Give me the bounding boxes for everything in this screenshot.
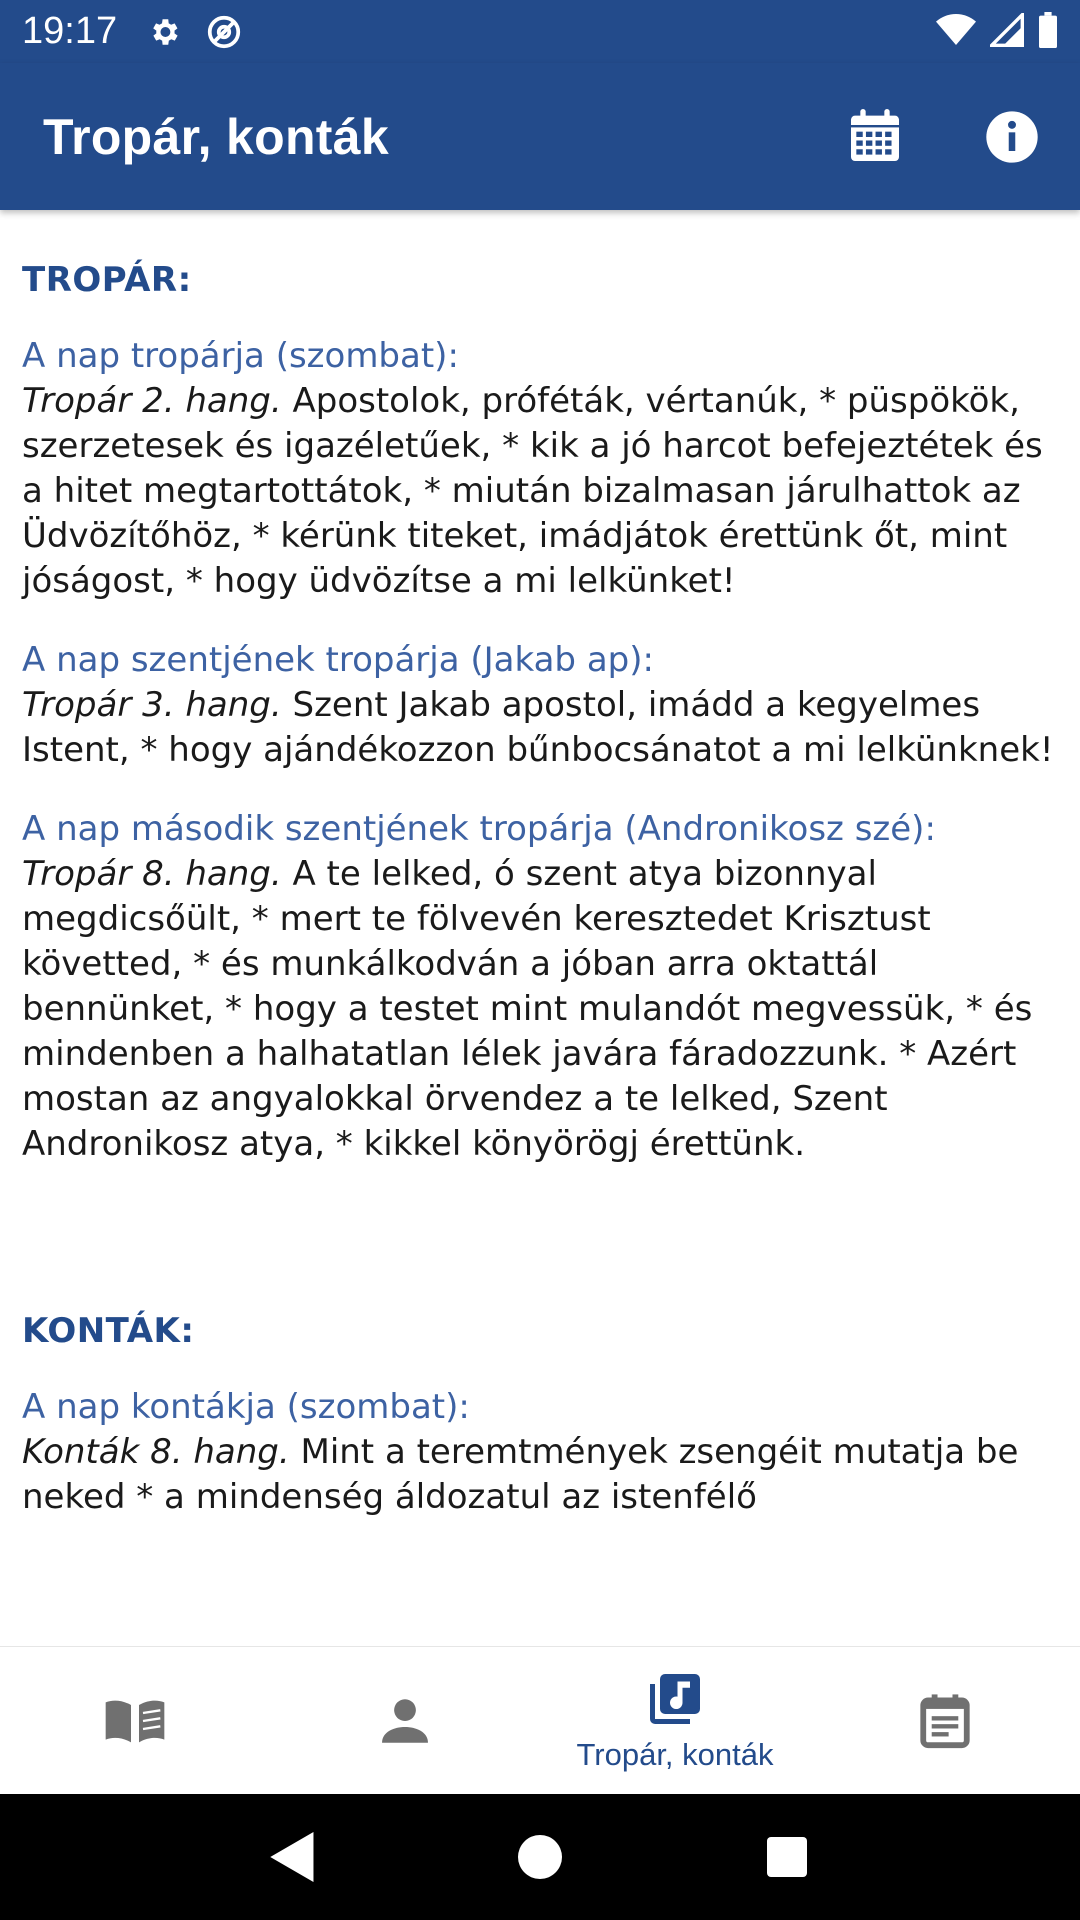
calendar-note-icon [916,1692,974,1750]
block-title: A nap szentjének tropárja (Jakab ap): [22,640,654,680]
calendar-icon [843,105,907,169]
block-body: Apostolok, próféták, vértanúk, * püspökök, szerzetesek és igazéletűek, * kik a jó harcot befejeztétek és a hitet megtartottátok, * miután bizalmasan járulhattok az Üdvözítőhöz, * kérünk titeket, imádjátok érettünk őt, mint jóságost, * hogy üdvözítse a mi lelkünket! [22,381,1043,601]
block-title: A nap második szentjének tropárja (Andronikosz szé): [22,809,936,849]
home-icon [518,1835,562,1879]
tropar-heading: TROPÁR: [22,260,192,300]
info-icon [984,109,1040,165]
tropar-block [22,638,1058,773]
block-title: A nap kontákja (szombat): [22,1387,470,1427]
spacer [22,1201,1058,1311]
status-bar [0,0,1080,63]
block-text [22,1430,1058,1520]
kontak-block [22,1385,1058,1520]
home-button[interactable] [500,1817,580,1897]
block-body: Szent Jakab apostol, imádd a kegyelmes Istent, * hogy ajándékozzon bűnbocsánatot a mi lelkünknek! [22,685,1054,770]
system-navigation-bar [0,1794,1080,1920]
page-title: Tropár, konták [43,108,389,165]
block-body: Mint a teremtmények zsengéit mutatja be neked * a mindenség áldozatul az istenfélő [22,1432,1019,1517]
tropar-block [22,807,1058,1167]
nav-item-person[interactable] [270,1647,540,1794]
person-icon [376,1692,434,1750]
recents-icon [767,1837,807,1877]
block-text [22,379,1058,604]
back-button[interactable] [253,1817,333,1897]
status-time: 19:17 [22,10,118,52]
recents-button[interactable] [747,1817,827,1897]
tropar-block [22,334,1058,604]
bottom-navigation [0,1646,1080,1794]
back-icon [270,1832,316,1882]
block-title: A nap tropárja (szombat): [22,336,459,376]
hang-label: Tropár 3. hang. [22,685,282,725]
kontak-heading: KONTÁK: [22,1311,195,1351]
block-text [22,683,1058,773]
block-body: A te lelked, ó szent atya bizonnyal megdicsőült, * mert te fölvevén keresztedet Krisztust követted, * és munkálkodván a jóban arra oktattál bennünket, * hogy a testet mint mulandót megvessük, * és mindenben a halhatatlan lélek javára fáradozzunk. * Azért mostan az angyalokkal örvendez a te lelked, Szent Andronikosz atya, * kikkel könyörögj érettünk. [22,854,1033,1164]
battery-icon [1038,12,1058,52]
info-button[interactable] [943,68,1080,205]
signal-icon [990,13,1024,51]
nav-item-book[interactable] [0,1647,270,1794]
wifi-icon [936,13,976,51]
gear-icon [145,13,183,51]
nav-item-tropar-kontak[interactable] [540,1647,810,1794]
app-bar [0,63,1080,210]
nav-item-calendar-note[interactable] [810,1647,1080,1794]
at-sign-icon [205,13,243,51]
calendar-button[interactable] [806,68,943,205]
music-library-icon [645,1669,705,1729]
hang-label: Tropár 2. hang. [22,381,282,421]
hang-label: Tropár 8. hang. [22,854,282,894]
book-icon [103,1689,167,1753]
content-scroll[interactable] [0,210,1080,1628]
nav-item-label: Tropár, konták [576,1736,774,1772]
block-text [22,852,1058,1167]
hang-label: Konták 8. hang. [22,1432,290,1472]
